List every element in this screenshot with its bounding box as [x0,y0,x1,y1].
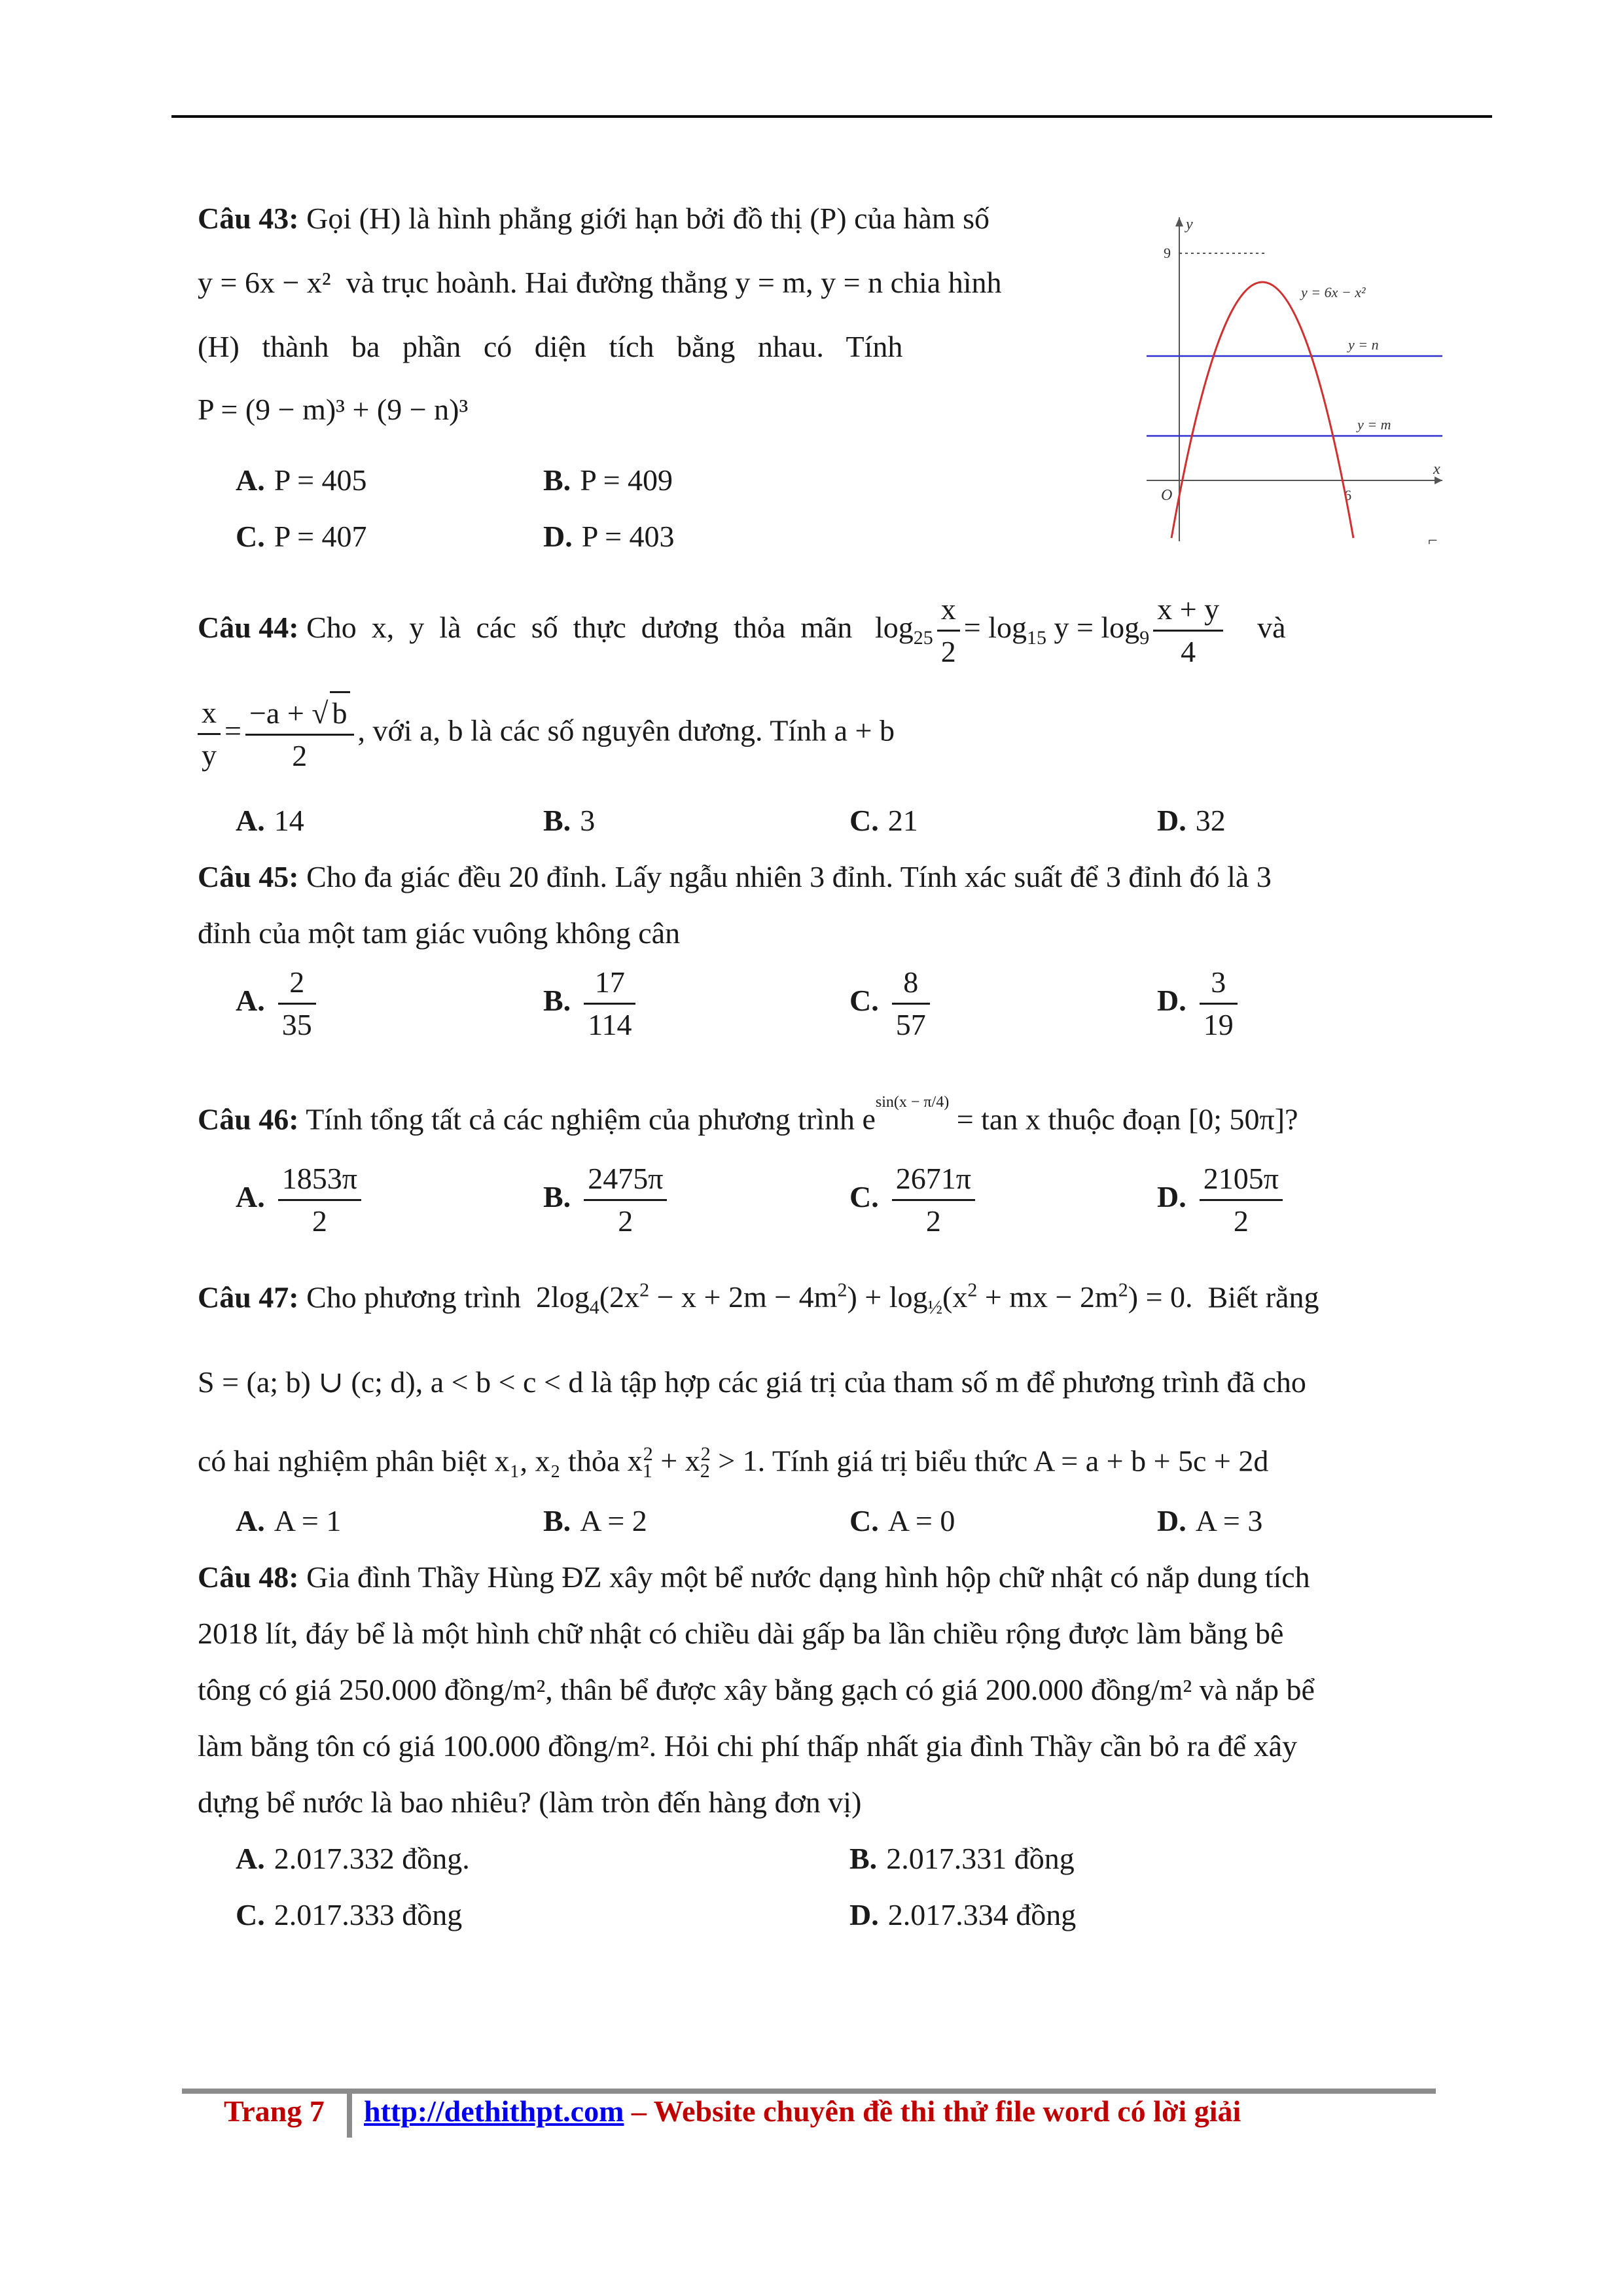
q43-label: Câu 43: [198,202,299,235]
q47-label: Câu 47: [198,1280,299,1314]
q48-option-a[interactable] [236,1839,470,1878]
q44-option-b[interactable] [543,801,595,840]
option-text: P = 403 [581,520,675,553]
q45-text1: Cho đa giác đều 20 đỉnh. Lấy ngẫu nhiên 3 đỉnh. Tính xác suất để 3 đỉnh đó là 3 [306,860,1272,893]
line-n-label: y = n [1348,336,1379,353]
q48-line2 [198,1614,1283,1653]
q43-option-b[interactable] [543,461,673,500]
option-key: C. [236,1898,265,1931]
option-key: A. [236,463,265,497]
option-den: 2 [1233,1204,1249,1238]
option-key: A. [236,1180,265,1214]
option-num: 3 [1200,962,1238,1005]
option-key: A. [236,1504,265,1537]
q47-line1 [198,1271,1319,1328]
q46-text2: = tan x thuộc đoạn [0; 50π]? [956,1102,1298,1136]
q47-line3 [198,1435,1268,1492]
q47-option-c[interactable] [849,1501,955,1541]
option-den: 57 [895,1008,926,1041]
q44-text2: , với a, b là các số nguyên dương. Tính a + b [357,713,895,747]
q43-option-c[interactable] [236,517,367,556]
option-key: C. [849,984,879,1018]
q43-option-a[interactable] [236,461,367,500]
option-text: A = 1 [274,1504,342,1537]
top-rule [171,115,1492,118]
option-key: C. [849,804,879,837]
y-axis-arrow [1175,217,1183,226]
y-tick-9: 9 [1164,245,1171,261]
option-num: 2105π [1200,1158,1283,1201]
option-den: 2 [925,1204,941,1238]
q47-option-b[interactable] [543,1501,647,1541]
q44-option-a[interactable] [236,801,304,840]
q47-text2: Biết rằng [1207,1280,1319,1314]
option-key: C. [849,1180,879,1214]
q43-formula: P = (9 − m)³ + (9 − n)³ [198,393,469,426]
option-den: 114 [588,1008,632,1041]
option-text: 21 [887,804,918,837]
q48-option-c[interactable] [236,1895,462,1935]
option-num: 2671π [892,1158,975,1201]
footer-divider [347,2093,352,2138]
q47-text3: S = (a; b) ∪ (c; d), a < b < c < d là tập hợp các giá trị của tham số m để phương trình đã cho [198,1365,1306,1399]
option-den: 2 [618,1204,633,1238]
option-text: A = 2 [580,1504,647,1537]
line-m-label: y = m [1357,416,1391,433]
option-num: 2475π [584,1158,667,1201]
q43-line1 [198,199,990,238]
option-text: 2.017.334 đồng [887,1898,1077,1931]
q43-text3: (H) thành ba phần có diện tích bằng nhau. Tính [198,330,903,363]
option-key: B. [543,1504,571,1537]
q48-text3: tông có giá 250.000 đồng/m², thân bể được xây bằng gạch có giá 200.000 đồng/m² và nắp bể [198,1673,1315,1706]
option-key: C. [849,1504,879,1537]
option-num: 2 [278,962,316,1005]
q47-line2 [198,1363,1306,1402]
q45-line2 [198,914,680,953]
q48-text4: làm bằng tôn có giá 100.000 đồng/m². Hỏi chi phí thấp nhất gia đình Thầy cần bỏ ra để xây [198,1729,1298,1763]
q46-option-d[interactable] [1157,1158,1287,1242]
q47-option-d[interactable] [1157,1501,1262,1541]
option-text: 2.017.331 đồng [886,1842,1075,1875]
x-axis-label: x [1433,461,1440,478]
q45-option-d[interactable] [1157,962,1241,1045]
q45-label: Câu 45: [198,860,299,893]
q44-option-d[interactable] [1157,801,1226,840]
q44-label: Câu 44: [198,611,299,645]
q44-ratio: $\frac{x}{y}$ = $\frac{-a + √ b}{2}$ [198,714,358,747]
option-key: D. [1157,1180,1186,1214]
option-den: 2 [312,1204,327,1238]
q48-line3 [198,1670,1315,1710]
q45-option-b[interactable] [543,962,639,1045]
q46-option-b[interactable] [543,1158,671,1242]
option-text: 2.017.333 đồng [274,1898,463,1931]
option-key: B. [543,984,571,1018]
q44-option-c[interactable] [849,801,918,840]
q48-line4 [198,1727,1297,1766]
option-text: A = 3 [1195,1504,1263,1537]
q45-text2: đỉnh của một tam giác vuông không cân [198,916,681,950]
q44-and: và [1257,611,1286,645]
x-tick-6: 6 [1344,487,1351,503]
option-key: D. [543,520,573,553]
q48-option-d[interactable] [849,1895,1076,1935]
q44-log-equation: $\log_{25}$ $\frac{x}{2}$ = $\log_{15} y = \log_9$ $\frac{x + y}{4}$ [875,611,1227,644]
q46-line1 [198,1094,1298,1139]
option-text: A = 0 [887,1504,955,1537]
option-key: B. [543,463,571,497]
option-text: P = 409 [580,463,673,497]
q44-line2 [198,691,895,776]
option-key: B. [543,804,571,837]
q47-condition: $x_1^2 + x_2^2 > 1$ [627,1443,758,1482]
q48-text1: Gia đình Thầy Hùng ĐZ xây một bể nước dạng hình hộp chữ nhật có nắp dung tích [306,1560,1310,1594]
q45-option-a[interactable] [236,962,320,1045]
footer-link[interactable]: http://dethithpt.com [364,2094,624,2128]
parabola-graph [1140,211,1448,551]
option-num: 8 [892,962,930,1005]
q43-option-d[interactable] [543,517,675,556]
option-key: D. [849,1898,879,1931]
option-text: 2.017.332 đồng. [274,1842,470,1875]
option-key: B. [543,1180,571,1214]
q47-option-a[interactable] [236,1501,341,1541]
q46-label: Câu 46: [198,1102,299,1136]
q47-text5: . Tính giá trị biểu thức A = a + b + 5c + 2d [757,1444,1269,1478]
q46-exp: $e^{sin(x - \pi/4)}$ [862,1094,950,1136]
option-key: D. [1157,804,1186,837]
y-axis-label: y [1186,216,1193,233]
q45-line1 [198,857,1272,897]
q44-text1: Cho x, y là các số thực dương thỏa mãn [306,611,853,645]
option-text: P = 405 [274,463,367,497]
footer-tagline: – Website chuyên đề thi thử file word có lời giải [624,2094,1241,2128]
option-num: 17 [584,962,635,1005]
q45-option-c[interactable] [849,962,934,1045]
q46-option-a[interactable] [236,1158,365,1242]
option-key: A. [236,984,265,1018]
origin-label: O [1161,487,1173,504]
option-key: B. [849,1842,878,1875]
q43-text2: và trục hoành. Hai đường thẳng y = m, y = n chia hình [346,266,1002,299]
q47-text1: Cho phương trình [306,1280,521,1314]
corner-mark: ⌐ [1428,531,1438,550]
q48-text2: 2018 lít, đáy bể là một hình chữ nhật có chiều dài gấp ba lần chiều rộng được làm bằng bê [198,1617,1284,1650]
parabola-curve [1171,282,1353,538]
q46-option-c[interactable] [849,1158,979,1242]
q48-line5 [198,1783,861,1822]
option-key: C. [236,520,265,553]
q46-text1: Tính tổng tất cả các nghiệm của phương trình [306,1102,855,1136]
option-key: D. [1157,984,1186,1018]
option-key: D. [1157,1504,1186,1537]
option-key: A. [236,1842,265,1875]
option-text: P = 407 [274,520,367,553]
option-text: 32 [1195,804,1226,837]
q43-line2 [198,263,1001,302]
q44-line1 [198,589,1286,672]
curve-label: y = 6x − x² [1301,284,1366,300]
q48-label: Câu 48: [198,1560,299,1594]
q43-text1: Gọi (H) là hình phẳng giới hạn bởi đồ thị (P) của hàm số [306,202,990,235]
option-num: 1853π [278,1158,361,1201]
option-text: 3 [580,804,596,837]
q43-line3 [198,327,902,367]
q43-func: y = 6x − x² [198,266,331,299]
option-text: 14 [274,804,304,837]
option-key: A. [236,804,265,837]
option-den: 19 [1203,1008,1234,1041]
q47-equation: $2\log_4(2x^2 - x + 2m - 4m^2) + \log_{\frac{1}{2}}(x^2$ + mx − $2m^2) = 0$. [535,1280,1193,1319]
q48-text5: dựng bể nước là bao nhiêu? (làm tròn đến hàng đơn vị) [198,1785,862,1819]
footer-text [364,2092,1241,2131]
q48-option-b[interactable] [849,1839,1075,1878]
option-den: 35 [281,1008,312,1041]
footer-page-number: Trang 7 [224,2094,325,2128]
q48-line1 [198,1558,1310,1597]
q43-line4 [198,390,468,429]
q47-text4: có hai nghiệm phân biệt x₁, x₂ thỏa [198,1444,620,1478]
